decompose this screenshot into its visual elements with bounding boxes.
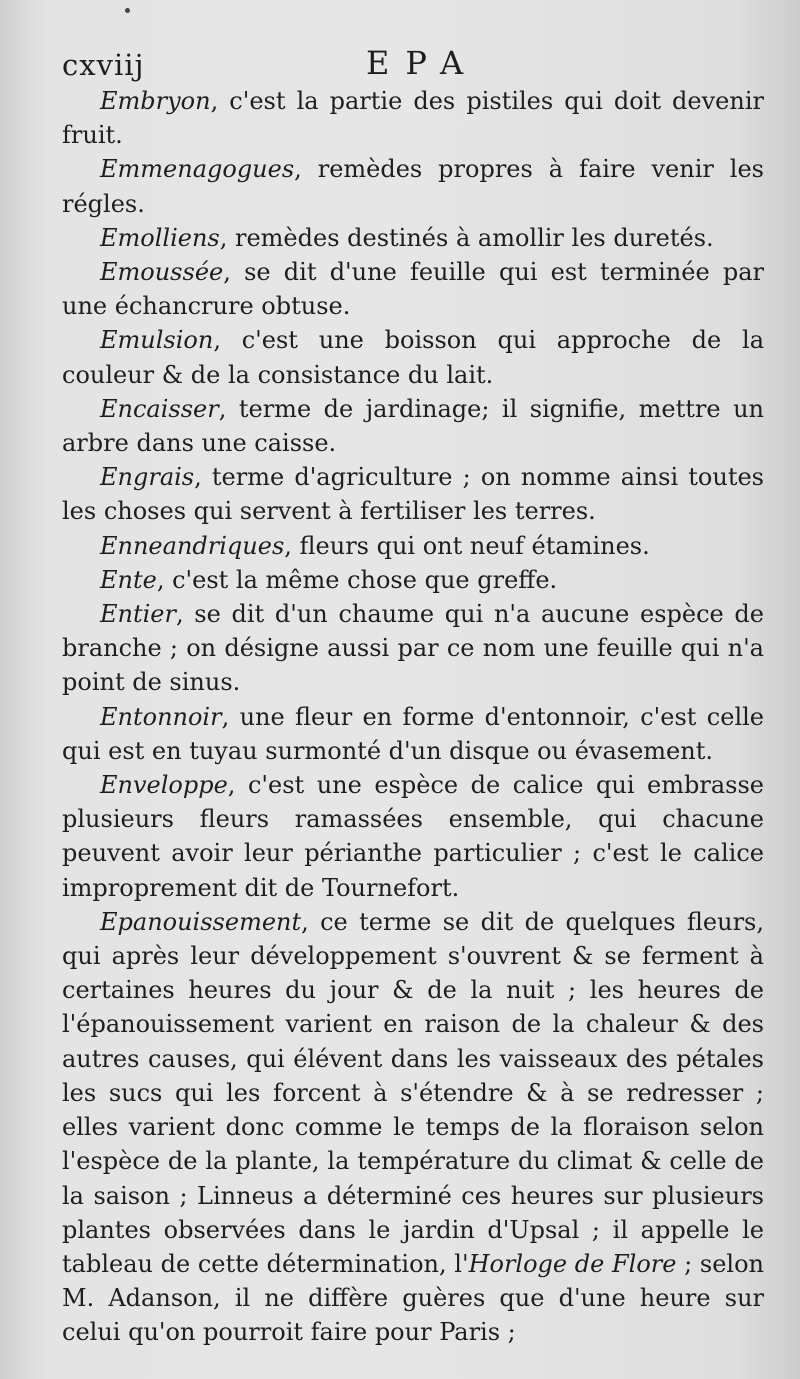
entry-definition: , ce terme se dit de quelques fleurs, qui après leur développement s'ouvrent & se ferment à certaines heures du jour & de la nuit ; les heures de l'épanouissement varient en raison de la chaleur & des autres causes, qui élévent dans les vaisseaux des pétales les sucs qui les forcent à s'étendre & à se redresser ; elles varient donc comme le temps de la floraison selon l'espèce de la plante, la température du climat & celle de la saison ; Linneus a déterminé ces heures sur plusieurs plantes observées dans le jardin d'Upsal ; il appelle le tableau de cette détermination, l' (62, 907, 764, 1278)
entry-definition: , fleurs qui ont neuf étamines. (284, 531, 650, 560)
ink-speck (125, 8, 130, 13)
entry-term: Entier (100, 600, 176, 629)
glossary-entry (62, 529, 764, 563)
entry-definition: , se dit d'une feuille qui est terminée par une échancrure obtuse. (62, 258, 764, 321)
entry-term: Emoussée (100, 258, 224, 287)
glossary-entry (62, 563, 764, 597)
entry-definition: , c'est la même chose que greffe. (156, 565, 558, 594)
entry-term: Encaisser (100, 394, 219, 423)
entry-definition: , terme d'agriculture ; on nomme ainsi toutes les choses qui servent à fertiliser les terres. (62, 463, 764, 526)
glossary-entry (62, 84, 764, 152)
entry-term: Engrais (100, 463, 195, 492)
entry-definition: , remèdes propres à faire venir les régles. (62, 155, 764, 218)
entry-term-inline: Horloge de Flore (468, 1249, 677, 1278)
entry-term: Entonnoir (100, 702, 222, 731)
entry-definition: , c'est une boisson qui approche de la couleur & de la consistance du lait. (62, 326, 764, 389)
glossary-entry (62, 905, 764, 1350)
entry-definition: , se dit d'un chaume qui n'a aucune espèce de branche ; on désigne aussi par ce nom une feuille qui n'a point de sinus. (62, 600, 764, 697)
glossary-entry (62, 221, 764, 255)
entry-term: Enveloppe (100, 771, 228, 800)
entry-term: Ente (100, 565, 157, 594)
glossary-entry (62, 323, 764, 391)
entry-term: Enneandriques (100, 531, 285, 560)
entry-definition-continued: ; selon M. Adanson, il ne diffère guères que d'une heure sur celui qu'on pourroit faire pour Paris ; (62, 1249, 764, 1347)
glossary-entry (62, 152, 764, 220)
entry-term: Embryon (100, 87, 211, 115)
running-head: EPA (366, 44, 480, 82)
page-number: cxviij (62, 48, 145, 82)
entry-definition: , c'est la partie des pistiles qui doit devenir fruit. (62, 87, 764, 150)
entry-definition: , terme de jardinage; il signifie, mettre un arbre dans une caisse. (62, 394, 764, 458)
glossary-entry (62, 700, 764, 768)
glossary-entry (62, 255, 764, 323)
entry-definition: , c'est une espèce de calice qui embrasse plusieurs fleurs ramassées ensemble, qui chacune peuvent avoir leur périanthe particulier ; c'est le calice improprement dit de Tournefort. (62, 771, 764, 902)
entry-term: Emolliens (100, 223, 220, 252)
glossary-entry (62, 392, 764, 460)
entry-term: Emmenagogues (100, 155, 295, 184)
entry-definition: , remèdes destinés à amollir les duretés. (219, 223, 714, 252)
entry-term: Emulsion (100, 326, 214, 355)
entry-definition: , une fleur en forme d'entonnoir, c'est celle qui est en tuyau surmonté d'un disque ou évasement. (62, 702, 764, 765)
glossary-body (62, 84, 764, 1350)
glossary-entry (62, 597, 764, 700)
glossary-entry (62, 768, 764, 905)
entry-term: Epanouissement (100, 907, 302, 936)
glossary-entry (62, 460, 764, 528)
